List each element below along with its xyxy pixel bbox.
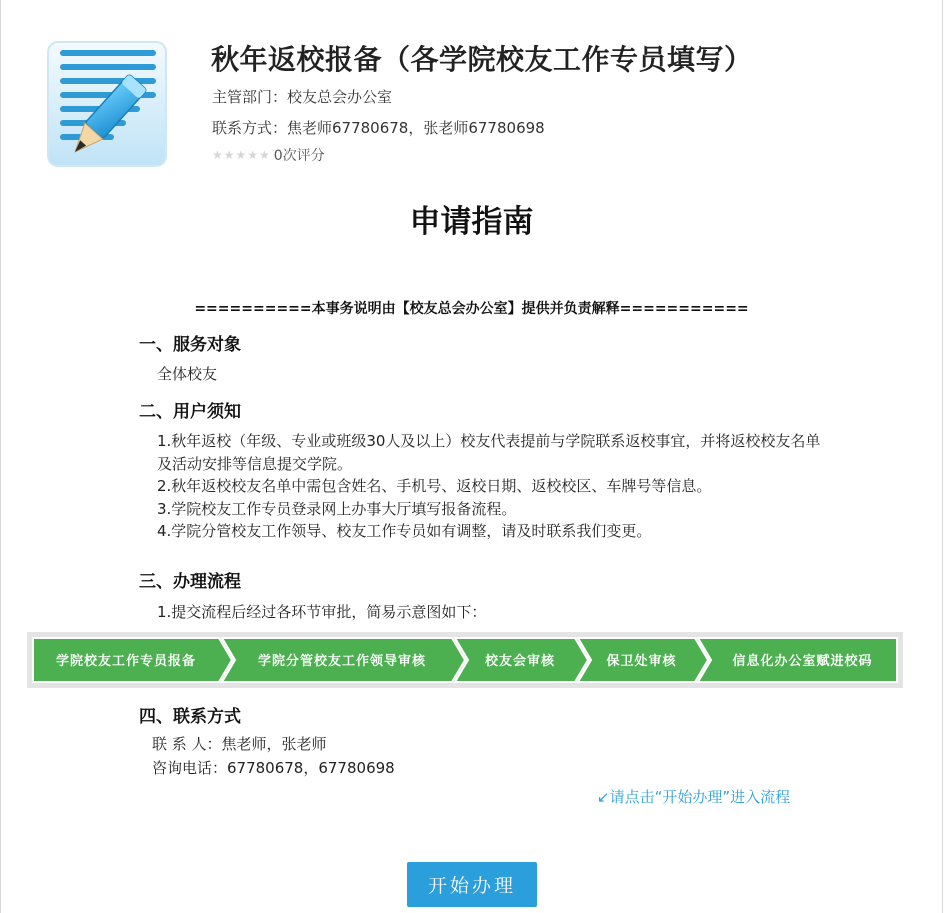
contact-person: 联 系 人：焦老师，张老师 — [152, 735, 327, 753]
flow-step-label: 信息化办公室赋进校码 — [732, 654, 873, 669]
rating — [212, 145, 325, 165]
flow-step-label: 保卫处审核 — [606, 654, 677, 669]
section-heading-process: 三、办理流程 — [139, 572, 241, 592]
contact-phone: 咨询电话：67780678，67780698 — [152, 759, 395, 777]
user-note-item: 2.秋年返校校友名单中需包含姓名、手机号、返校日期、返校校区、车牌号等信息。 — [157, 477, 712, 495]
flow-step-label: 学院校友工作专员报备 — [55, 654, 197, 669]
flow-step-label: 校友会审核 — [484, 654, 556, 669]
start-hint: ↙请点击“开始办理”进入流程 — [597, 788, 791, 806]
user-note-item: 1.秋年返校（年级、专业或班级30人及以上）校友代表提前与学院联系返校事宜，并将返校校友名单及活动安排等信息提交学院。 — [157, 432, 821, 473]
section-heading-user-notes: 二、用户须知 — [139, 402, 241, 422]
user-note-item: 4.学院分管校友工作领导、校友工作专员如有调整，请及时联系我们变更。 — [157, 522, 652, 540]
user-notes-list — [157, 430, 827, 543]
process-text: 1.提交流程后经过各环节审批，简易示意图如下： — [157, 603, 487, 621]
rating-count: 0次评分 — [273, 148, 325, 164]
contact-text: 联系方式：焦老师67780678，张老师67780698 — [212, 119, 545, 137]
section-heading-service: 一、服务对象 — [139, 335, 241, 355]
section-heading-contact: 四、联系方式 — [139, 707, 241, 727]
start-button[interactable]: 开始办理 — [407, 862, 537, 907]
service-text: 全体校友 — [157, 365, 218, 383]
department-text: 主管部门：校友总会办公室 — [212, 88, 393, 106]
page-title: 秋年返校报备（各学院校友工作专员填写） — [211, 43, 753, 76]
user-note-item: 3.学院校友工作专员登录网上办事大厅填写报备流程。 — [157, 499, 517, 518]
guide-title: 申请指南 — [409, 204, 534, 240]
process-flow-svg — [27, 632, 903, 688]
notice-text: ==========本事务说明由【校友总会办公室】提供并负责解释=========== — [194, 301, 749, 317]
star-rating-icon[interactable]: ★★★★★ — [212, 148, 271, 162]
flow-step-label: 学院分管校友工作领导审核 — [257, 654, 427, 669]
process-flow-diagram — [27, 632, 903, 688]
document-pencil-icon — [46, 40, 188, 172]
